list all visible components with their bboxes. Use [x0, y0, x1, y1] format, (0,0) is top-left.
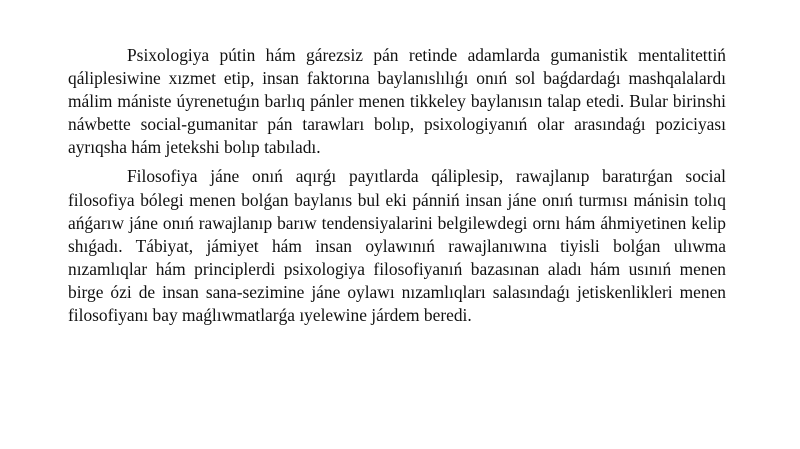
paragraph-1: Psixologiya pútin hám gárezsiz pán retinde adamlarda gumanistik mentalitettiń qáliplesiwine xızmet etip, insan faktorına baylanıslılıǵı onıń sol baǵdardaǵı mashqalalardı málim mániste úyrenetuǵın barlıq pánler menen tikkeley baylanısın talap etedi. Bular birinshi náwbette social-gumanitar pán tarawları bolıp, psixologiyanıń olar arasındaǵı poziciyası ayrıqsha hám jetekshi bolıp tabıladı.: [68, 45, 726, 158]
paragraph-2: Filosofiya jáne onıń aqırǵı payıtlarda qáliplesip, rawajlanıp baratırǵan social filosofiya bólegi menen bolǵan baylanıs bul eki pánniń insan jáne onıń turmısı mánisin tolıq ańǵarıw jáne onıń rawajlanıp barıw tendensiyalarini belgilewdegi ornı hám áhmiyetinen kelip shıǵadı. Tábiyat, jámiyet hám insan oylawınıń rawajlanıwına tiyisli bolǵan ulıwma nızamlıqlar hám principlerdi psixologiya filosofiyanıń bazasınan aladı hám usınıń menen birge ózi de insan sana-sezimine jáne oylawı nızamlıqları salasındaǵı jetiskenlikleri menen filosofiyanı bay maǵlıwmatlarǵa ıyelewine járdem beredi.: [68, 166, 726, 326]
document-page: [68, 44, 726, 327]
